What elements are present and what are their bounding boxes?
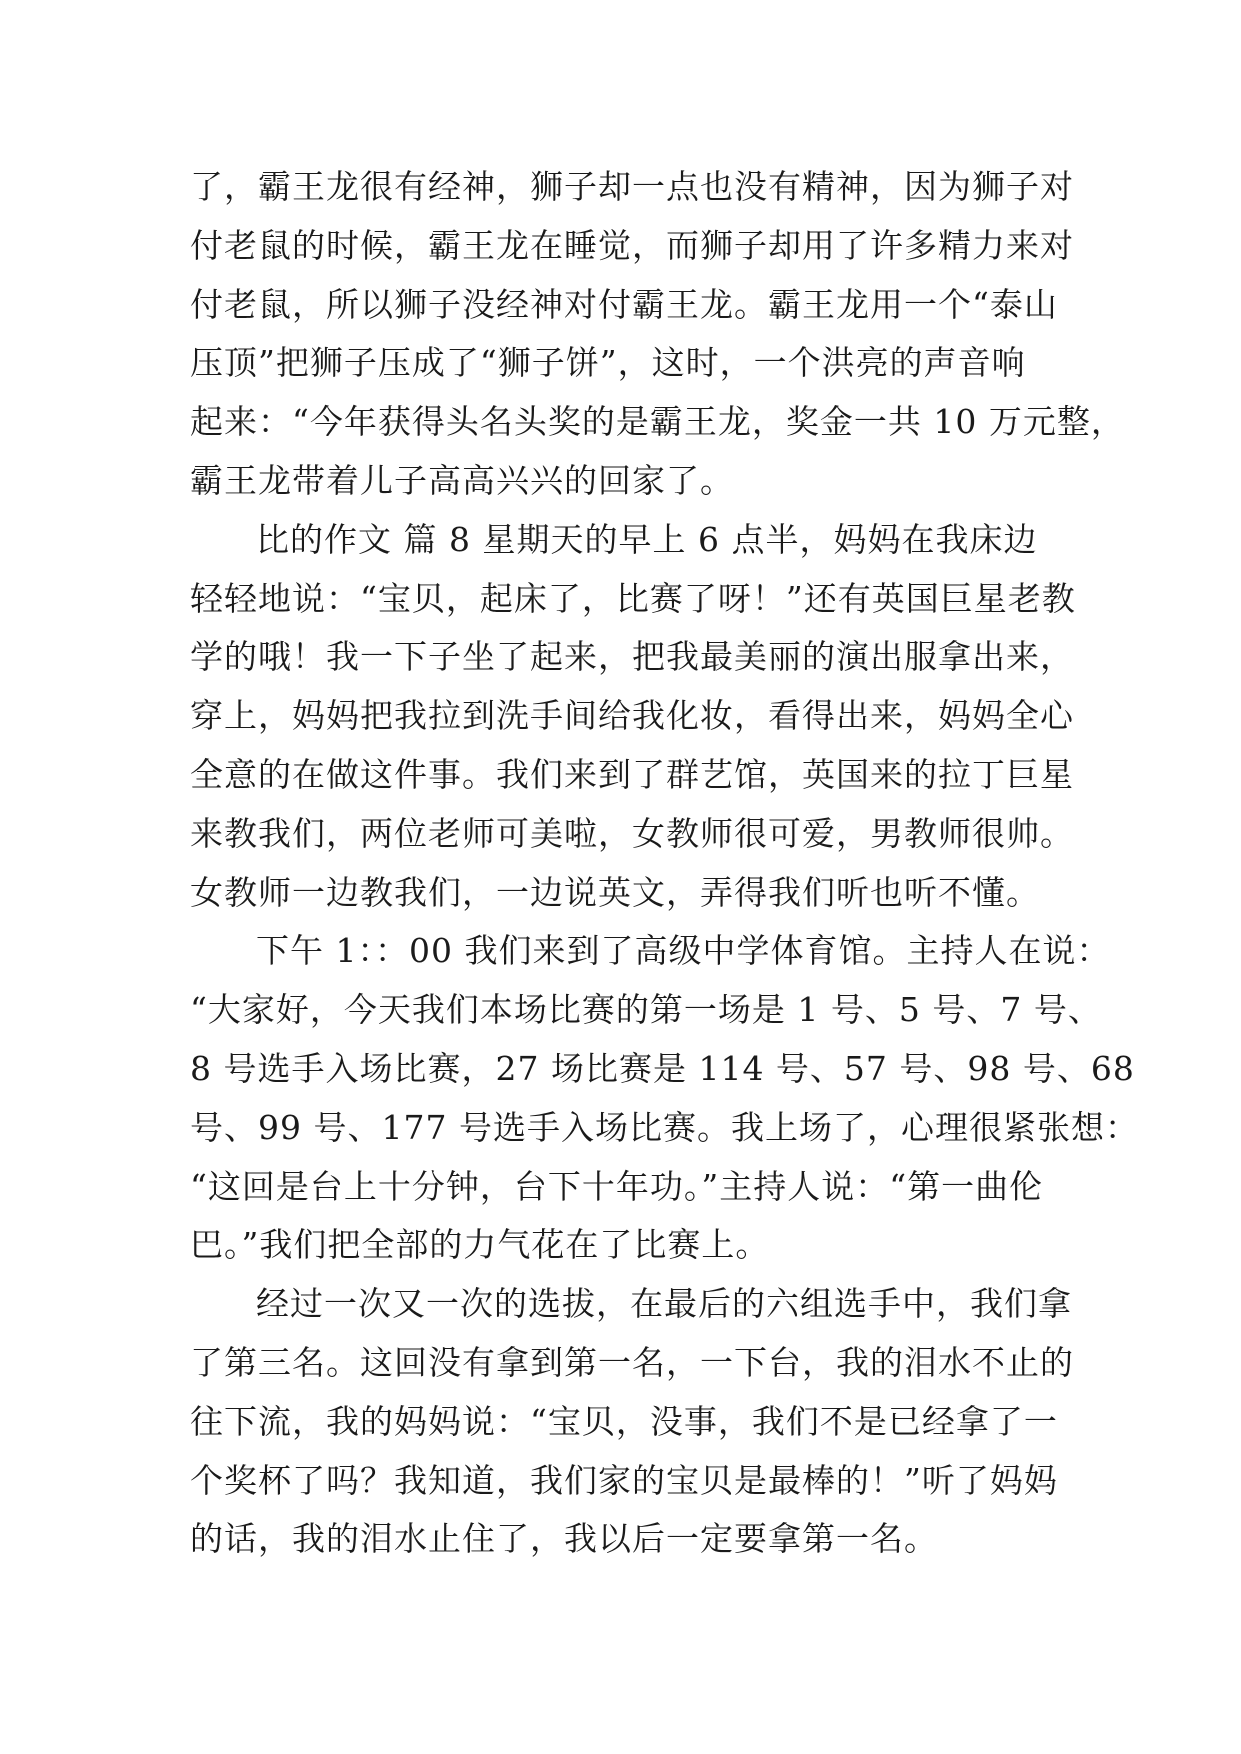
text-line: 全意的在做这件事。我们来到了群艺馆，英国来的拉丁巨星 (190, 754, 1074, 794)
text-line: 付老鼠的时候，霸王龙在睡觉，而狮子却用了许多精力来对 (190, 225, 1074, 265)
text-line: 女教师一边教我们，一边说英文，弄得我们听也听不懂。 (190, 872, 1040, 912)
text-line: 压顶”把狮子压成了“狮子饼”，这时，一个洪亮的声音响 (190, 343, 1026, 383)
text-line: 个奖杯了吗？我知道，我们家的宝贝是最棒的！”听了妈妈 (190, 1460, 1058, 1500)
text-line: “大家好，今天我们本场比赛的第一场是 1 号、5 号、7 号、 (190, 990, 1102, 1030)
text-line: 学的哦！我一下子坐了起来，把我最美丽的演出服拿出来， (190, 637, 1074, 677)
text-line: 轻轻地说：“宝贝，起床了，比赛了呀！”还有英国巨星老教 (190, 578, 1076, 618)
section-heading-line: 比的作文 篇 8 星期天的早上 6 点半，妈妈在我床边 (256, 519, 1038, 559)
text-line: “这回是台上十分钟，台下十年功。”主持人说：“第一曲伦 (190, 1166, 1044, 1206)
text-line: 付老鼠，所以狮子没经神对付霸王龙。霸王龙用一个“泰山 (190, 284, 1058, 324)
text-line: 8 号选手入场比赛，27 场比赛是 114 号、57 号、98 号、68 (190, 1048, 1135, 1088)
text-line: 霸王龙带着儿子高高兴兴的回家了。 (190, 460, 734, 500)
paragraph-start-line: 经过一次又一次的选拔，在最后的六组选手中，我们拿 (256, 1284, 1072, 1324)
text-line: 巴。”我们把全部的力气花在了比赛上。 (190, 1225, 770, 1265)
text-line: 的话，我的泪水止住了，我以后一定要拿第一名。 (190, 1519, 938, 1559)
paragraph-start-line: 下午 1：：00 我们来到了高级中学体育馆。主持人在说： (256, 931, 1111, 971)
text-line: 了第三名。这回没有拿到第一名，一下台，我的泪水不止的 (190, 1342, 1074, 1382)
text-line: 号、99 号、177 号选手入场比赛。我上场了，心理很紧张想： (190, 1107, 1139, 1147)
text-line: 起来：“今年获得头名头奖的是霸王龙，奖金一共 10 万元整， (190, 402, 1125, 442)
text-line: 来教我们，两位老师可美啦，女教师很可爱，男教师很帅。 (190, 813, 1074, 853)
body-text (190, 158, 1139, 1569)
text-line: 穿上，妈妈把我拉到洗手间给我化妆，看得出来，妈妈全心 (190, 696, 1074, 736)
text-line: 了，霸王龙很有经神，狮子却一点也没有精神，因为狮子对 (190, 167, 1074, 206)
text-line: 往下流，我的妈妈说：“宝贝，没事，我们不是已经拿了一 (190, 1401, 1058, 1441)
